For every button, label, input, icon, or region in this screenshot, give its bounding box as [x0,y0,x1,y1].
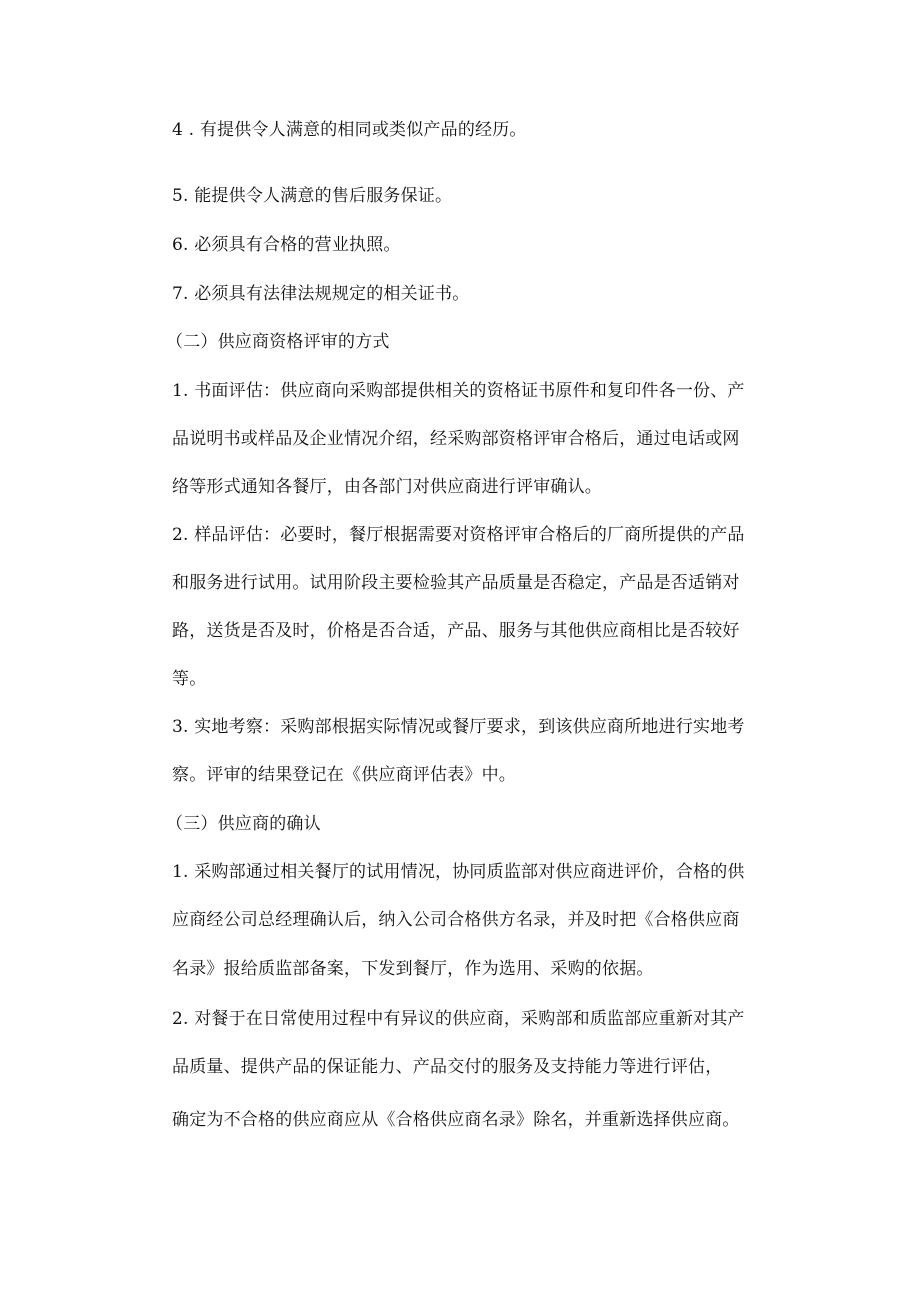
paragraph-line: 品质量、提供产品的保证能力、产品交付的服务及支持能力等进行评估， [172,1057,723,1077]
paragraph-line: 1. 采购部通过相关餐厅的试用情况，协同质监部对供应商进评价，合格的供 [172,862,745,882]
section-heading-2: （二）供应商资格评审的方式 [166,332,390,352]
paragraph-line: 和服务进行试用。试用阶段主要检验其产品质量是否稳定，产品是否适销对 [172,573,740,593]
paragraph-line: 名录》报给质监部备案，下发到餐厅，作为选用、采购的依据。 [172,959,654,979]
paragraph-line: 2. 样品评估：必要时，餐厅根据需要对资格评审合格后的厂商所提供的产品 [172,525,745,545]
paragraph-line: 确定为不合格的供应商应从《合格供应商名录》除名，并重新选择供应商。 [172,1110,740,1130]
criteria-item-5: 5. 能提供令人满意的售后服务保证。 [172,186,453,206]
paragraph-line: 1. 书面评估：供应商向采购部提供相关的资格证书原件和复印件各一份、产 [172,381,745,401]
criteria-item-7: 7. 必须具有法律法规规定的相关证书。 [172,284,470,304]
section-heading-3: （三）供应商的确认 [166,814,321,834]
paragraph-line: 络等形式通知各餐厅，由各部门对供应商进行评审确认。 [172,477,602,497]
paragraph-line: 2. 对餐于在日常使用过程中有异议的供应商，采购部和质监部应重新对其产 [172,1009,745,1029]
criteria-item-4: 4 . 有提供令人满意的相同或类似产品的经历。 [172,120,527,140]
paragraph-line: 路，送货是否及时，价格是否合适，产品、服务与其他供应商相比是否较好 [172,621,740,641]
criteria-item-6: 6. 必须具有合格的营业执照。 [172,235,401,255]
paragraph-line: 察。评审的结果登记在《供应商评估表》中。 [172,765,516,785]
paragraph-line: 等。 [172,669,207,689]
paragraph-line: 品说明书或样品及企业情况介绍，经采购部资格评审合格后，通过电话或网 [172,429,740,449]
paragraph-line: 3. 实地考察：采购部根据实际情况或餐厅要求，到该供应商所地进行实地考 [172,717,745,737]
paragraph-line: 应商经公司总经理确认后，纳入公司合格供方名录，并及时把《合格供应商 [172,910,740,930]
